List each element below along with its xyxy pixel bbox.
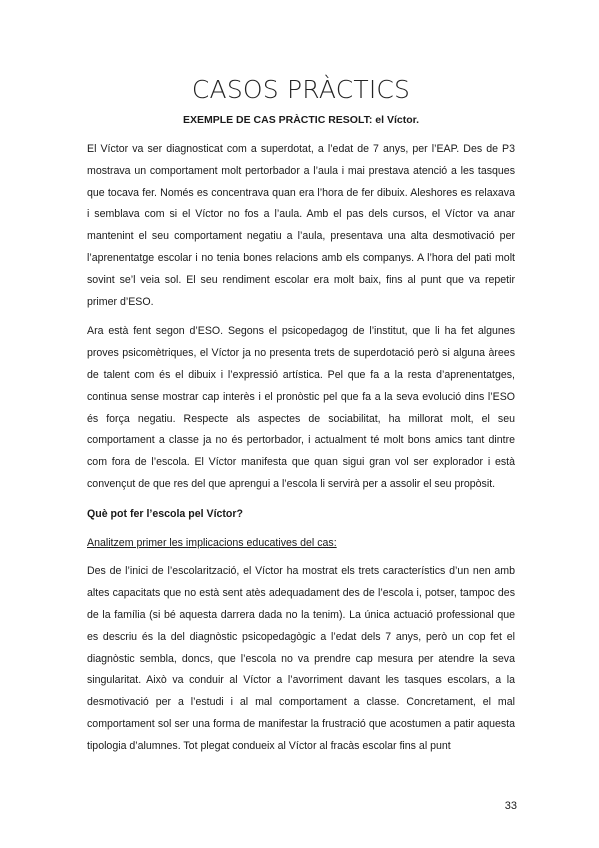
page-content: [87, 74, 515, 766]
paragraph-current-situation: Ara està fent segon d’ESO. Segons el psicopedagog de l’institut, que li ha fet algunes proves psicomètriques, el Víctor ja no presenta trets de superdotació però si alguna àrees de talent com és el dibuix i l’expressió artística. Pel que fa a la resta d’aprenentatges, continua sense mostrar cap interès i el pronòstic pel que fa a la seva evolució dins l’ESO és força negatiu. Respecte als aspectes de sociabilitat, ha millorat molt, el seu comportament a classe ja no és pertorbador, i actualment té molt bons amics tant dintre com fora de l’escola. El Víctor manifesta que quan sigui gran vol ser explorador i està convençut de que res del que aprengui a l’escola li servirà per a assolir el seu propòsit.: [87, 325, 515, 490]
page-number: 33: [504, 800, 517, 812]
question-heading: Què pot fer l’escola pel Víctor?: [87, 507, 243, 520]
analysis-heading: Analitzem primer les implicacions educatives del cas:: [87, 536, 337, 549]
case-subtitle: EXEMPLE DE CAS PRÀCTIC RESOLT: el Víctor.: [182, 114, 420, 126]
paragraph-diagnosis: El Víctor va ser diagnosticat com a superdotat, a l’edat de 7 anys, per l’EAP. Des de P3 mostrava un comportament molt pertorbador a l’aula i mai prestava atenció a les tasques que tocava fer. Només es concentrava quan era l’hora de fer dibuix. Aleshores es relaxava i semblava com si el Víctor no fos a l’aula. Amb el pas dels cursos, el Víctor va anar mantenint el seu comportament negatiu a l’aula, presentava una alta desmotivació per l’aprenentatge escolar i no tenia bones relacions amb els companys. A l’hora del pati molt sovint se’l veia sol. El seu rendiment escolar era molt baix, fins al punt que va repetir primer d’ESO.: [87, 143, 515, 308]
page-title: CASOS PRÀCTICS: [191, 75, 411, 104]
paragraph-analysis: Des de l’inici de l’escolarització, el Víctor ha mostrat els trets característics d’un nen amb altes capacitats que no està sent atès adequadament des de l’escola i, potser, tampoc des de la família (si bé aquesta darrera dada no la tenim). La única actuació professional que es descriu és la del diagnòstic psicopedagògic a l’edat dels 7 anys, però un cop fet el diagnòstic sembla, doncs, que l’escola no va prendre cap mesura per atendre la seva singularitat. Això va conduir al Víctor a l’avorriment davant les tasques escolars, a la desmotivació per a l’estudi i al mal comportament a classe. Concretament, el mal comportament sol ser una forma de manifestar la frustració que acostumen a patir aquesta tipologia d’alumnes. Tot plegat condueix al Víctor al fracàs escolar fins al punt: [87, 565, 515, 752]
